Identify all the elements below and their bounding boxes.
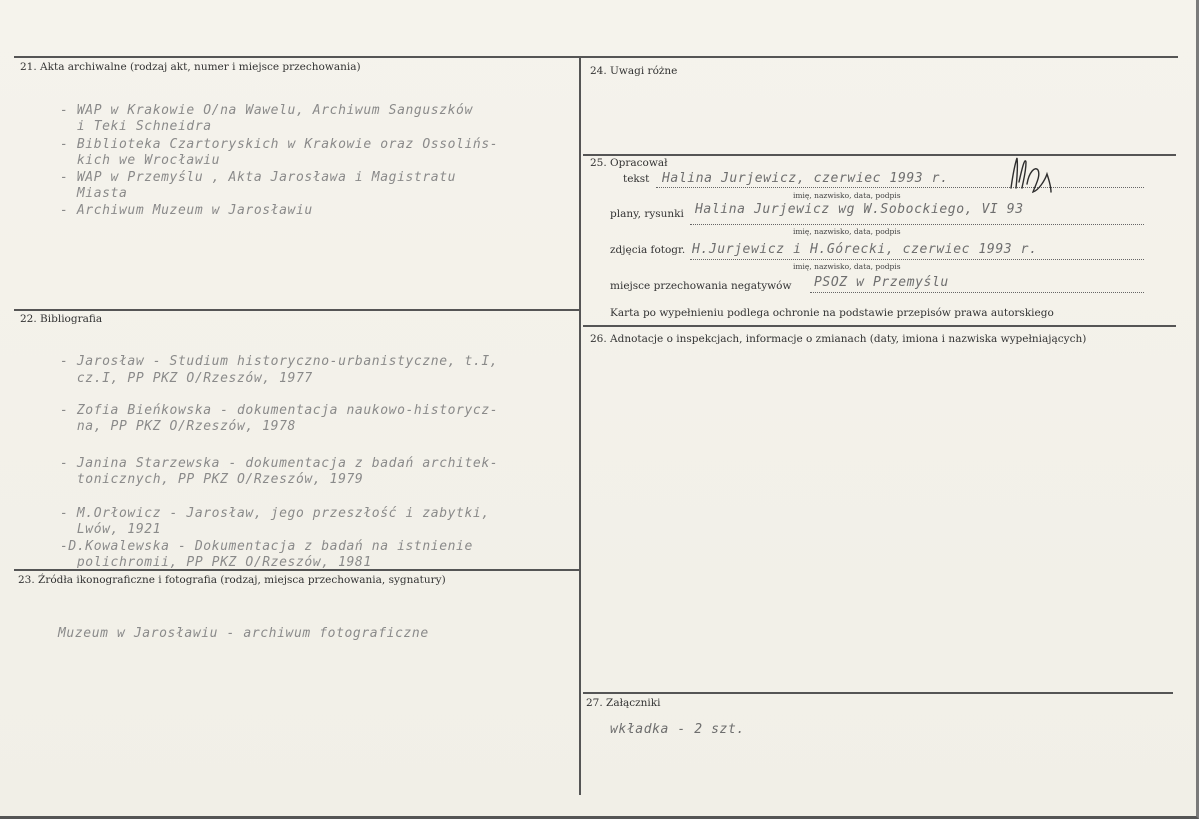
section-21-line-2: i Teki Schneidra [60, 119, 212, 134]
section-21-line-7: - Archiwum Muzeum w Jarosławiu [60, 203, 313, 218]
section-21-title: 21. Akta archiwalne (rodzaj akt, numer i miejsce przechowania) [20, 61, 361, 73]
section-23-title: 23. Źródła ikonograficzne i fotografia (rodzaj, miejsca przechowania, sygnatury) [18, 574, 446, 586]
section-22-line-2: cz.I, PP PKZ O/Rzeszów, 1977 [60, 371, 313, 386]
section-22-line-6: tonicznych, PP PKZ O/Rzeszów, 1979 [60, 472, 364, 487]
plany-label: plany, rysunki [610, 208, 684, 220]
plany-caption: imię, nazwisko, data, podpis [793, 227, 901, 236]
rule-21-22 [14, 309, 580, 311]
tekst-value: Halina Jurjewicz, czerwiec 1993 r. [662, 171, 949, 186]
plany-value: Halina Jurjewicz wg W.Sobockiego, VI 93 [695, 202, 1024, 217]
zdjecia-value: H.Jurjewicz i H.Górecki, czerwiec 1993 r. [692, 242, 1038, 257]
section-21-line-6: Miasta [60, 186, 128, 201]
negatywy-label: miejsce przechowania negatywów [610, 280, 792, 292]
section-22-line-4: na, PP PKZ O/Rzeszów, 1978 [60, 419, 296, 434]
section-26-title: 26. Adnotacje o inspekcjach, informacje o zmianach (daty, imiona i nazwiska wypełniających) [590, 333, 1087, 345]
section-22-line-10: polichromii, PP PKZ O/Rzeszów, 1981 [60, 555, 372, 568]
section-22-line-5: - Janina Starzewska - dokumentacja z badań architek- [60, 456, 499, 471]
section-21-line-4: kich we Wrocławiu [60, 153, 221, 168]
section-27-line: wkładka - 2 szt. [610, 722, 745, 737]
section-22-line-7: - M.Orłowicz - Jarosław, jego przeszłość i zabytki, [60, 506, 490, 521]
section-27-title: 27. Załączniki [586, 697, 661, 709]
zdjecia-dotted-line [690, 259, 1144, 260]
zdjecia-caption: imię, nazwisko, data, podpis [793, 262, 901, 271]
section-22-line-3: - Zofia Bieńkowska - dokumentacja naukowo-historycz- [60, 403, 499, 418]
plany-dotted-line [690, 224, 1144, 225]
tekst-caption: imię, nazwisko, data, podpis [793, 191, 901, 200]
section-22-line-8: Lwów, 1921 [60, 522, 162, 537]
section-21-line-5: - WAP w Przemyślu , Akta Jarosława i Magistratu [60, 170, 457, 185]
rule-26-27 [583, 692, 1173, 694]
section-24-title: 24. Uwagi różne [590, 65, 678, 77]
section-21-line-1: - WAP w Krakowie O/na Wawelu, Archiwum Sanguszków [60, 103, 473, 118]
section-25-title: 25. Opracował [590, 157, 668, 169]
tekst-dotted-line [656, 187, 1144, 188]
negatywy-value: PSOZ w Przemyślu [814, 275, 949, 290]
signature-mark [1005, 152, 1065, 196]
rule-24-25 [583, 154, 1176, 156]
center-divider [579, 57, 581, 795]
top-rule [14, 56, 1178, 58]
section-23-line: Muzeum w Jarosławiu - archiwum fotograficzne [58, 626, 429, 641]
karta-note: Karta po wypełnieniu podlega ochronie na podstawie przepisów prawa autorskiego [610, 307, 1054, 319]
section-22-line-1: - Jarosław - Studium historyczno-urbanistyczne, t.I, [60, 354, 499, 369]
section-22-line-9: -D.Kowalewska - Dokumentacja z badań na istnienie [60, 539, 473, 554]
rule-22-23 [14, 569, 580, 571]
zdjecia-label: zdjęcia fotogr. [610, 244, 686, 256]
rule-25-26 [583, 325, 1176, 327]
negatywy-dotted-line [810, 292, 1144, 293]
section-21-line-3: - Biblioteka Czartoryskich w Krakowie oraz Ossolińs- [60, 137, 499, 152]
tekst-label: tekst [623, 173, 650, 185]
section-22-title: 22. Bibliografia [20, 313, 103, 325]
